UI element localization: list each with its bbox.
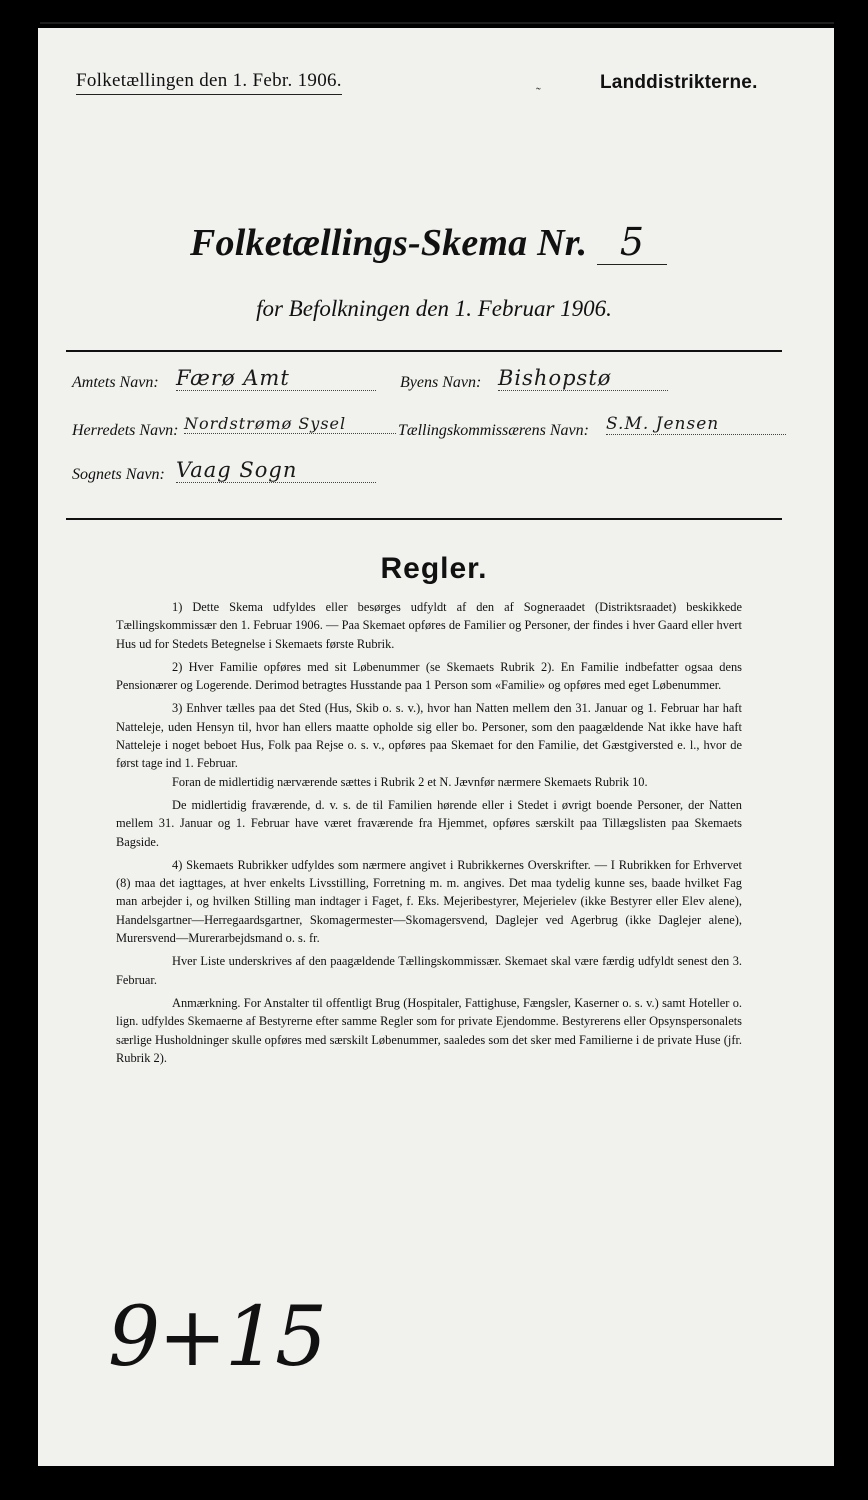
rule-paragraph: Foran de midlertidig nærværende sættes i Rubrik 2 et N. Jævnfør nærmere Skemaets Rubrik 10. — [172, 774, 648, 789]
header-district-type: Landdistrikterne. — [600, 72, 758, 93]
annotation-paragraph: Anmærkning. For Anstalter til offentligt Brug (Hospitaler, Fattighuse, Fængsler, Kaserner o. s. v.) samt Hoteller o. lign. udfyldes Skemaerne af Bestyrerne efter samme Regler som for private Ejendomme. Bestyrerens eller Opsynspersonalets særlige Husholdninger skulle opføres med særskilt Løbenummer, saaledes som det sker med Familierne i de private Huse (jfr. Rubrik 2). — [116, 995, 742, 1065]
rule-paragraph: 4) Skemaets Rubrikker udfyldes som nærmere angivet i Rubrikkernes Overskrifter. — I Rubrikken for Erhvervet (8) maa det iagttages, at hver enkelts Livsstilling, Forretning m. m. angives. Det maa tydelig kunne ses, baade hvilket Fag man arbejder i, og hvilken Stilling man indtager i Faget, f. Eks. Mejeribestyrer, Mejerielev (ikke Bestyrer eller Elev alene), Handelsgartner—Herregaardsgartner, Skomagermester—Skomagersvend, Daglejer ved Agerbrug (ikke Daglejer alene), Murersvend—Murerarbejdsmand o. s. fr. — [116, 857, 742, 946]
top-rule — [66, 350, 782, 352]
sogn-value: Vaag Sogn — [176, 458, 376, 483]
rule-paragraph: 3) Enhver tælles paa det Sted (Hus, Skib o. s. v.), hvor han Natten mellem den 31. Januar og 1. Februar har haft Natteleje, uden Hensyn til, hvor han ellers maatte opholde sig eller bo. Personer, som den paagældende Nat ikke have haft Natteleje i noget beboet Hus, Folk paa Rejse o. s. v., opføres paa Skemaet for den Familie, det Gæstgiversted e. l., hvor de først tage ind 1. Februar. — [116, 701, 742, 771]
byens-label: Byens Navn: — [400, 374, 482, 391]
rules-body — [116, 598, 742, 1072]
form-subtitle: for Befolkningen den 1. Februar 1906. — [256, 296, 612, 321]
bottom-rule — [66, 518, 782, 520]
top-edge-line — [40, 22, 834, 38]
amt-value: Færø Amt — [176, 366, 376, 391]
form-number: 5 — [597, 220, 667, 265]
header-census-date: Folketællingen den 1. Febr. 1906. — [76, 70, 342, 95]
herred-value: Nordstrømø Sysel — [184, 414, 396, 434]
form-title — [190, 220, 667, 265]
kommissaer-label: Tællingskommissærens Navn: — [398, 422, 589, 439]
rule-paragraph: 1) Dette Skema udfyldes eller besørges udfyldt af den af Sogneraadet (Distriktsraadet) beskikkede Tællingskommissær den 1. Februar 1906. — Paa Skemaet opføres de Familier og Personer, der findes i hver Gaard eller hvert Hus ud for Stedets Betegnelse i Skemaets første Rubrik. — [116, 600, 742, 651]
byens-value: Bishopstø — [498, 366, 668, 391]
amt-label: Amtets Navn: — [72, 374, 159, 391]
rules-heading: Regler. — [380, 552, 488, 585]
herred-label: Herredets Navn: — [72, 422, 179, 439]
kommissaer-value: S.M. Jensen — [606, 414, 786, 435]
rule-paragraph: 2) Hver Familie opføres med sit Løbenummer (se Skemaets Rubrik 2). En Familie indbefatter ogsaa dens Pensionærer og Logerende. Derimod betragtes Husstande paa 1 Person som «Familie» og opføres med eget Løbenummer. — [116, 659, 742, 693]
sogn-label: Sognets Navn: — [72, 466, 165, 483]
rule-paragraph: De midlertidig fraværende, d. v. s. de til Familien hørende eller i Stedet i øvrigt boende Personer, der Natten mellem 31. Januar og 1. Februar have været fraværende fra Hjemmet, opføres særskilt paa Tillægslisten paa Skemaets Bagside. — [116, 797, 742, 849]
ink-speck: ˜ — [536, 86, 541, 101]
handwritten-note: 9+15 — [108, 1290, 326, 1385]
form-title-text: Folketællings-Skema Nr. — [190, 222, 588, 264]
rule-paragraph: Hver Liste underskrives af den paagældende Tællingskommissær. Skemaet skal være færdig udfyldt senest den 3. Februar. — [116, 954, 742, 987]
